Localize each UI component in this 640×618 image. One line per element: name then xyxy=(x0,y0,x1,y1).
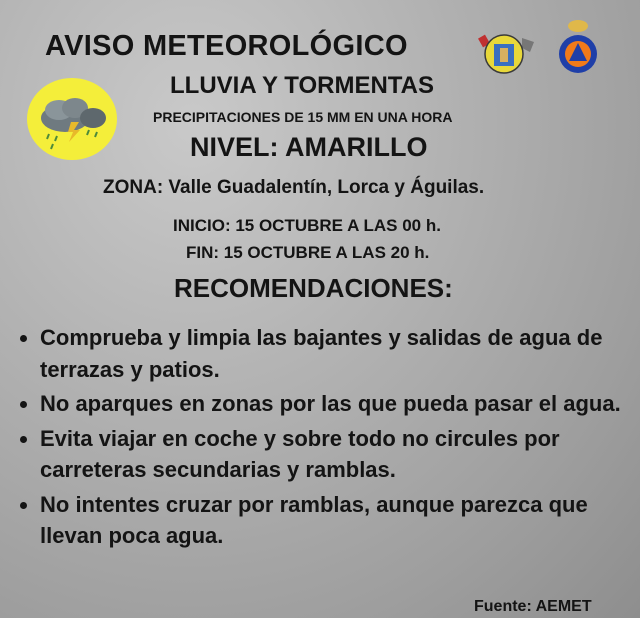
storm-weather-icon xyxy=(27,78,117,160)
precipitation-info: PRECIPITACIONES DE 15 MM EN UNA HORA xyxy=(153,109,453,125)
civil-protection-logo xyxy=(555,18,601,79)
list-item: Comprueba y limpia las bajantes y salidas de agua de terrazas y patios. xyxy=(18,322,628,385)
warning-zone: ZONA: Valle Guadalentín, Lorca y Águilas. xyxy=(103,177,485,198)
recommendations-heading: RECOMENDACIONES: xyxy=(174,273,453,303)
lorca-coat-of-arms-logo xyxy=(478,30,534,81)
warning-level: NIVEL: AMARILLO xyxy=(190,132,428,162)
page-title: AVISO METEOROLÓGICO xyxy=(45,30,408,62)
list-item: No aparques en zonas por las que pueda pasar el agua. xyxy=(18,388,628,420)
warning-type: LLUVIA Y TORMENTAS xyxy=(170,72,435,99)
recommendations-list xyxy=(18,322,628,555)
source-credit: Fuente: AEMET xyxy=(474,598,592,615)
list-item: Evita viajar en coche y sobre todo no circules por carreteras secundarias y ramblas. xyxy=(18,423,628,486)
list-item: No intentes cruzar por ramblas, aunque parezca que llevan poca agua. xyxy=(18,489,628,552)
warning-end: FIN: 15 OCTUBRE A LAS 20 h. xyxy=(186,243,430,262)
warning-start: INICIO: 15 OCTUBRE A LAS 00 h. xyxy=(173,216,441,235)
